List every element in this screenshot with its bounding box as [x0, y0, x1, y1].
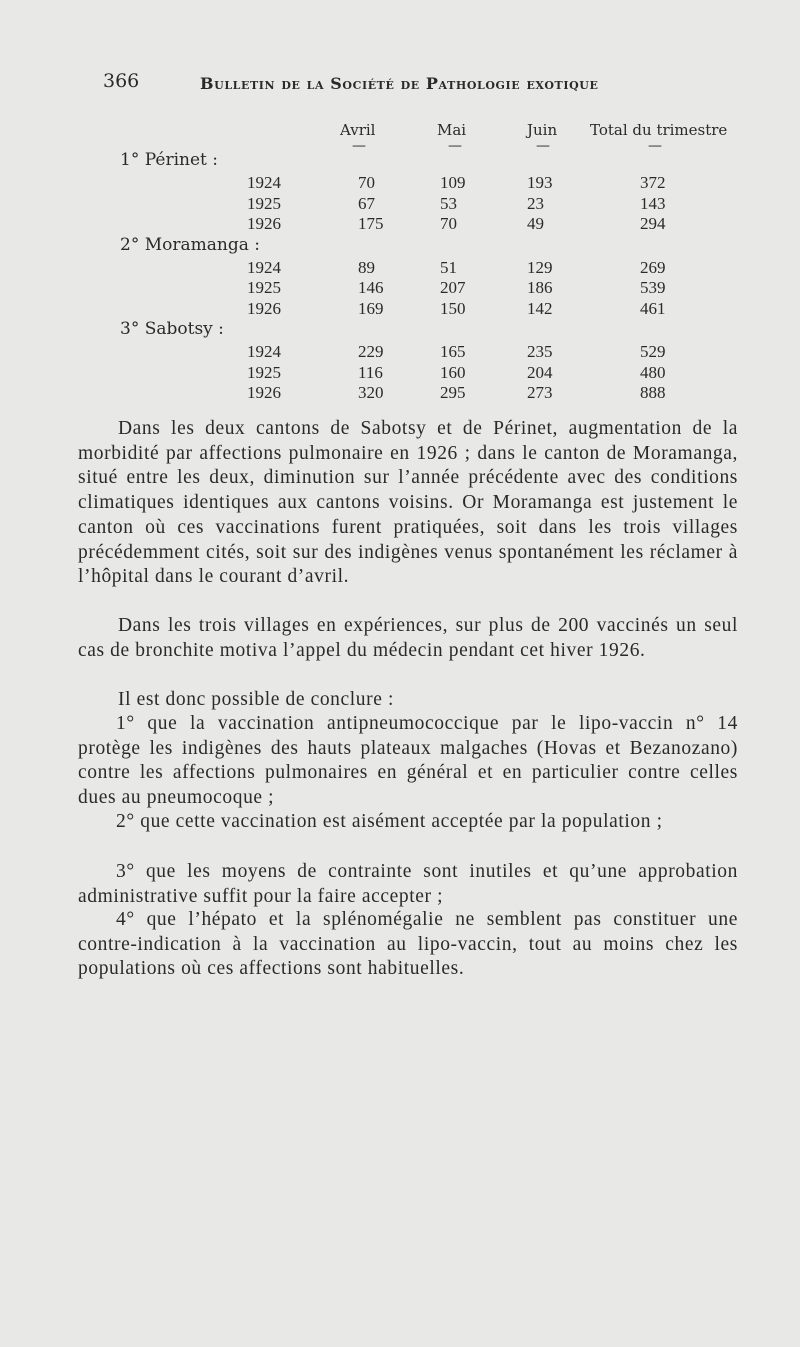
group-label: 1° Périnet : — [120, 150, 218, 170]
table-cell: 116 — [358, 362, 383, 382]
row-year: 1924 — [247, 173, 281, 192]
conclusion-1: 1° que la vaccination antipneumococcique par le lipo-vaccin n° 14 protège les indigènes des hauts plateaux malgaches (Hovas et Bezanozano) contre les affections pulmonaires en général et en particulier contre celles dues au pneumocoque ; — [78, 713, 738, 809]
column-header: Mai — [437, 121, 467, 139]
table-cell: 229 — [358, 342, 384, 361]
table-cell: 49 — [527, 214, 544, 233]
table-cell: 165 — [440, 342, 466, 361]
table-cell: 70 — [440, 214, 457, 233]
table-cell: 480 — [640, 362, 666, 382]
table-cell: 193 — [527, 173, 553, 192]
table-cell: 53 — [440, 193, 457, 213]
table-cell: 273 — [527, 383, 553, 402]
paragraph-1: Dans les deux cantons de Sabotsy et de Périnet, augmentation de la morbidité par affections pulmonaire en 1926 ; dans le canton de Moramanga, situé entre les deux, diminution sur l’année précédente avec des conditions climatiques identiques aux cantons voisins. Or Moramanga est justement le canton où ces vaccinations furent pratiquées, soit dans les trois villages précédemment cités, soit sur des indigènes venus spontanément les réclamer à l’hôpital dans le courant d’avril. — [78, 418, 738, 588]
column-header: Juin — [527, 121, 558, 139]
running-title: Bulletin de la Société de Pathologie exotique — [200, 74, 599, 93]
table-cell: 888 — [640, 383, 666, 402]
table-cell: 146 — [358, 278, 384, 297]
column-dash: — — [536, 138, 550, 154]
paragraph-2: Dans les trois villages en expériences, sur plus de 200 vaccinés un seul cas de bronchite motiva l’appel du médecin pendant cet hiver 1926. — [78, 615, 738, 661]
table-cell: 207 — [440, 278, 466, 297]
table-cell: 295 — [440, 383, 466, 402]
conclusion-2: 2° que cette vaccination est aisément acceptée par la population ; — [116, 811, 663, 832]
page-number: 366 — [103, 70, 140, 92]
table-cell: 461 — [640, 298, 666, 318]
table-cell: 175 — [358, 214, 384, 233]
row-year: 1926 — [247, 298, 281, 318]
table-cell: 160 — [440, 362, 466, 382]
table-cell: 169 — [358, 298, 384, 318]
table-cell: 129 — [527, 257, 553, 277]
row-year: 1924 — [247, 257, 281, 277]
table-cell: 529 — [640, 342, 666, 361]
table-cell: 150 — [440, 298, 466, 318]
paragraph-3: Il est donc possible de conclure : — [118, 689, 394, 710]
table-cell: 204 — [527, 362, 553, 382]
conclusion-3: 3° que les moyens de contrainte sont inutiles et qu’une approbation administrative suffit pour la faire accepter ; — [78, 861, 738, 907]
column-dash: — — [448, 138, 462, 154]
row-year: 1925 — [247, 193, 281, 213]
row-year: 1926 — [247, 383, 281, 402]
column-header: Avril — [340, 121, 376, 139]
column-dash: — — [648, 138, 662, 154]
table-cell: 70 — [358, 173, 375, 192]
table-cell: 294 — [640, 214, 666, 233]
row-year: 1925 — [247, 362, 281, 382]
row-year: 1925 — [247, 278, 281, 297]
table-cell: 23 — [527, 193, 544, 213]
row-year: 1926 — [247, 214, 281, 233]
table-cell: 143 — [640, 193, 666, 213]
table-cell: 67 — [358, 193, 375, 213]
column-dash: — — [352, 138, 366, 154]
table-cell: 186 — [527, 278, 553, 297]
table-cell: 320 — [358, 383, 384, 402]
table-cell: 142 — [527, 298, 553, 318]
table-cell: 109 — [440, 173, 466, 192]
table-cell: 235 — [527, 342, 553, 361]
column-header: Total du trimestre — [590, 121, 728, 139]
group-label: 2° Moramanga : — [120, 234, 260, 255]
row-year: 1924 — [247, 342, 281, 361]
table-cell: 372 — [640, 173, 666, 192]
conclusion-4: 4° que l’hépato et la splénomégalie ne semblent pas constituer une contre-indication à la vaccination au lipo-vaccin, tout au moins chez les populations où ces affections sont habituelles. — [78, 909, 738, 980]
group-label: 3° Sabotsy : — [120, 319, 224, 339]
table-cell: 89 — [358, 257, 375, 277]
table-cell: 269 — [640, 257, 666, 277]
table-cell: 51 — [440, 257, 457, 277]
table-cell: 539 — [640, 278, 666, 297]
